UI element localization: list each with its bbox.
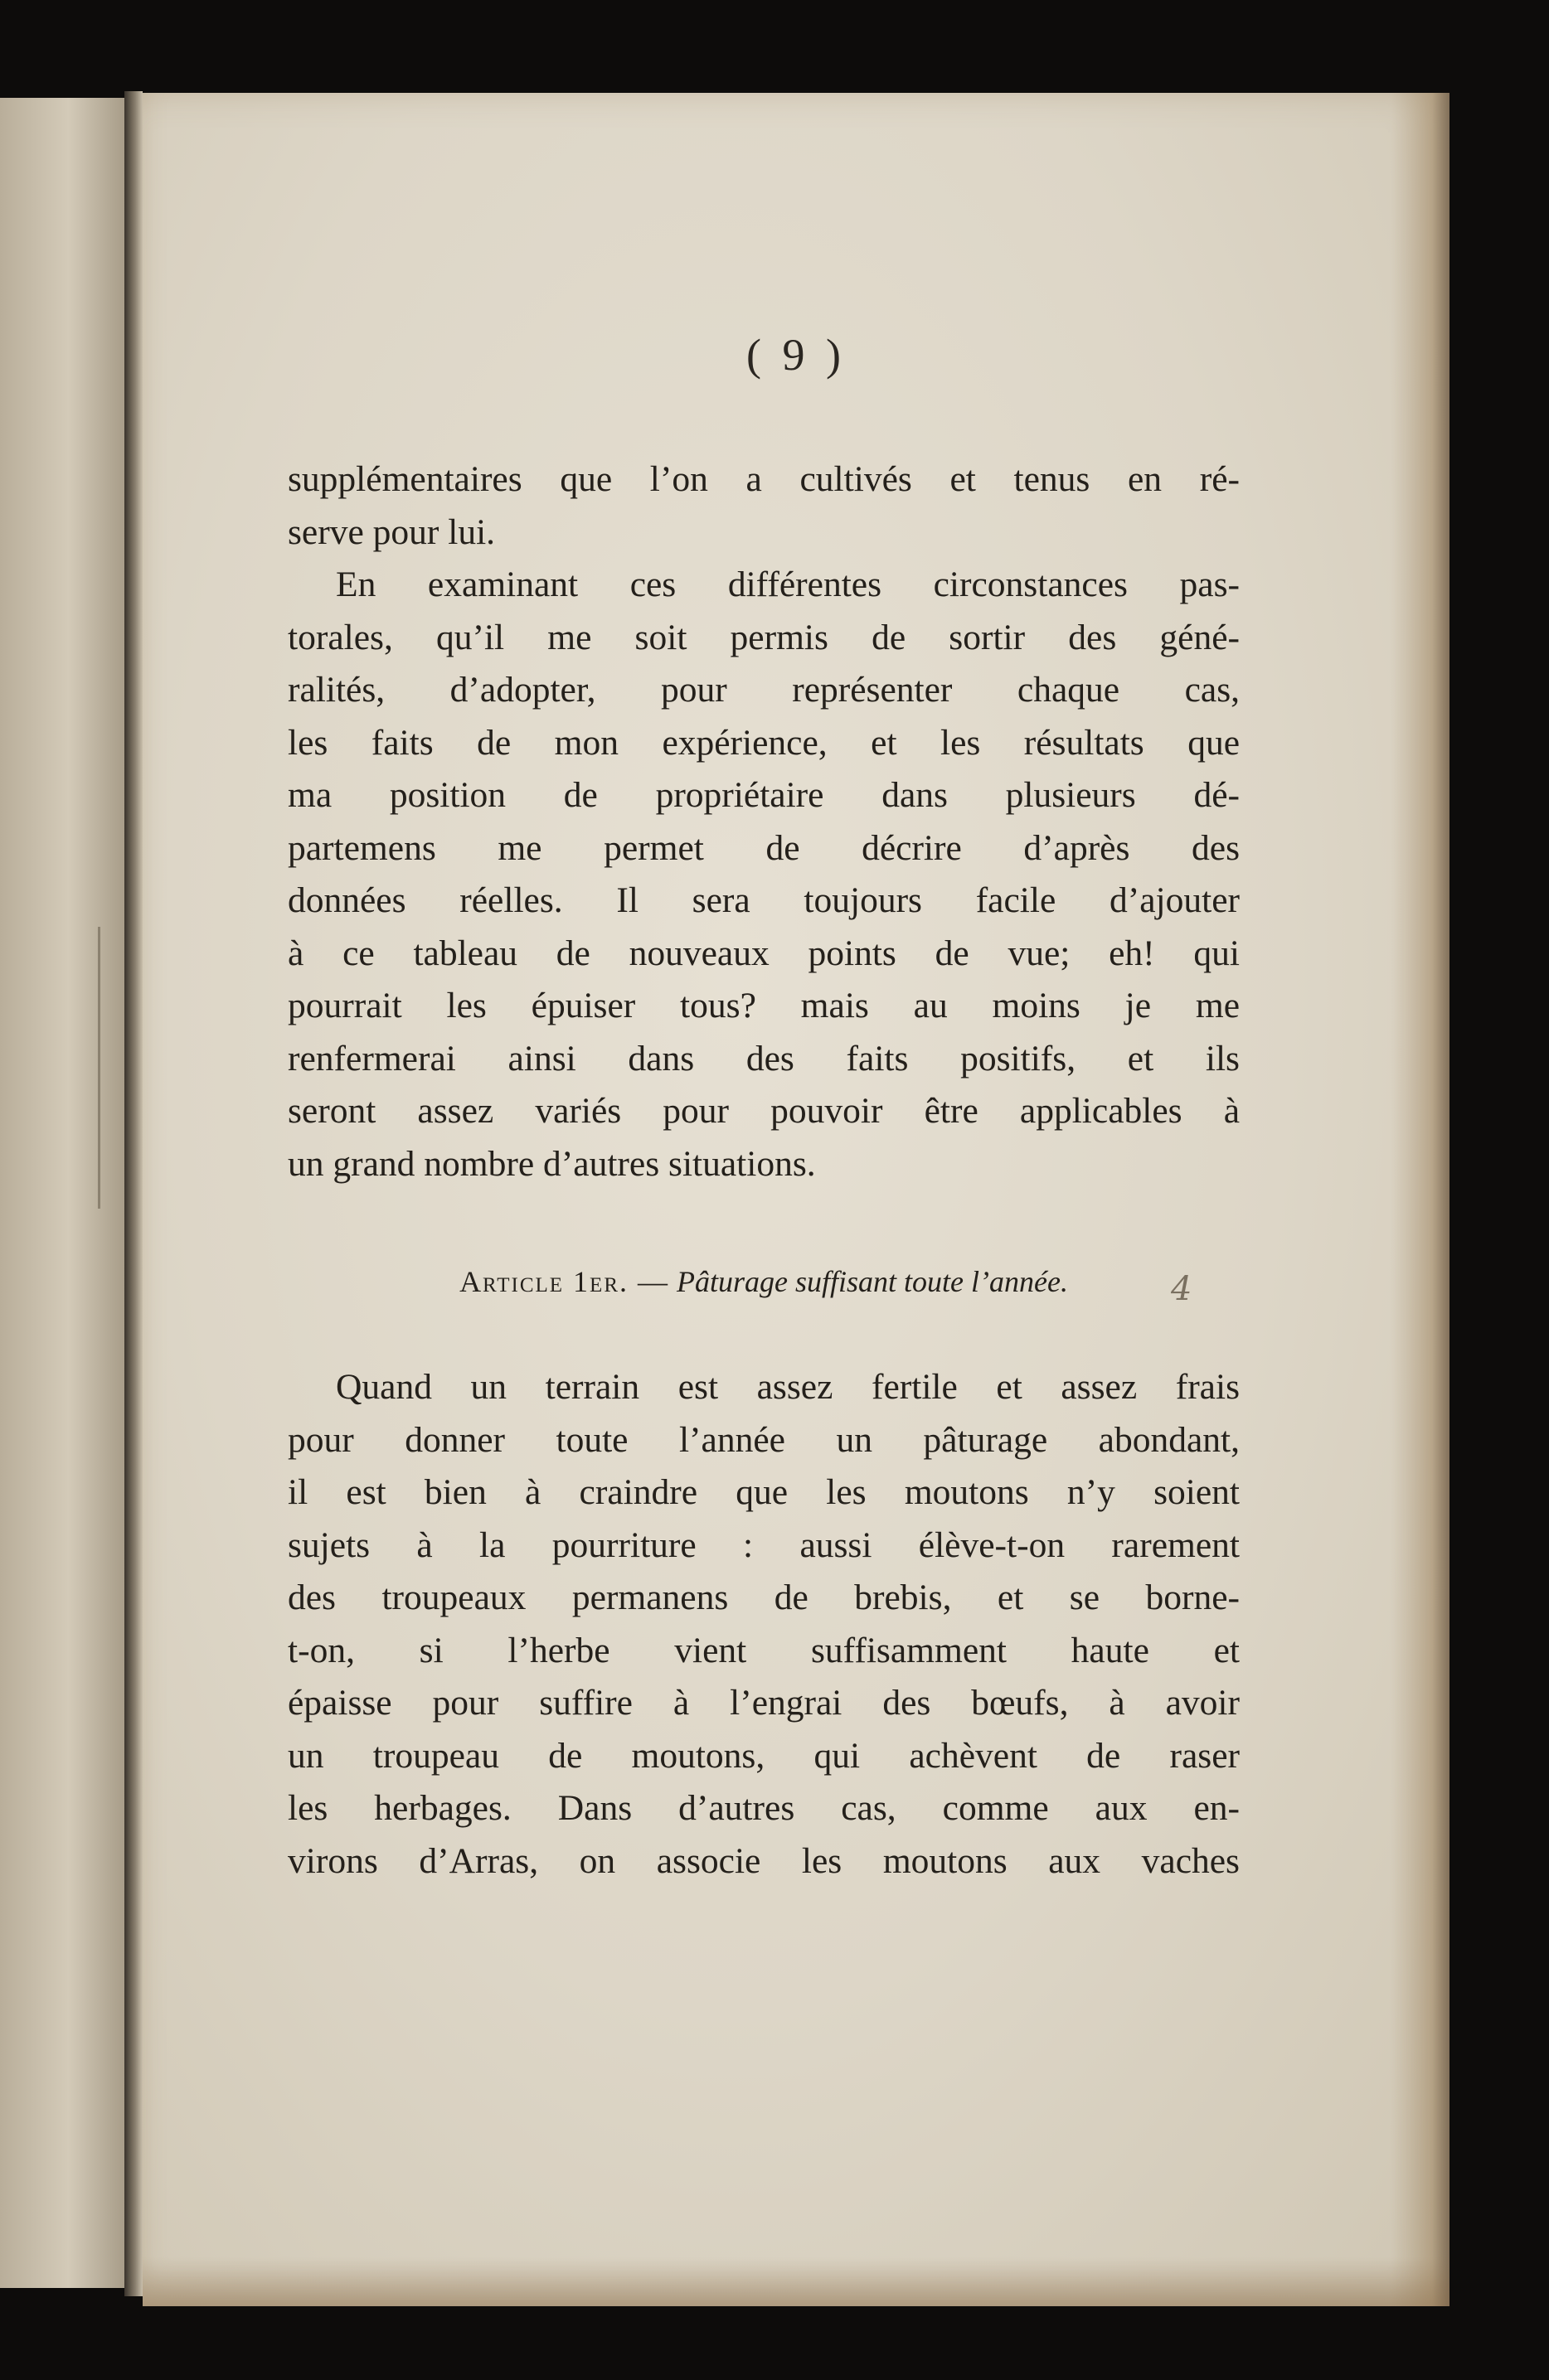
- page-number: ( 9 ): [746, 330, 846, 380]
- text-line: données réelles. Il sera toujours facile d’ajouter: [288, 880, 1240, 920]
- text-line: Quand un terrain est assez fertile et assez frais: [336, 1367, 1240, 1407]
- text-line: torales, qu’il me soit permis de sortir des géné-: [288, 617, 1240, 657]
- article-label: Article 1er. —: [459, 1265, 669, 1298]
- text-line: virons d’Arras, on associe les moutons aux vaches: [288, 1840, 1240, 1881]
- text-line: serve pour lui.: [288, 511, 496, 552]
- facing-page-mark: [98, 927, 100, 1209]
- text-line: En examinant ces différentes circonstances pas-: [336, 565, 1240, 604]
- text-line: ralités, d’adopter, pour représenter chaque cas,: [288, 670, 1240, 710]
- article-heading: [288, 1264, 1240, 1299]
- text-line: un grand nombre d’autres situations.: [288, 1143, 816, 1184]
- text-line: renfermerai ainsi dans des faits positifs, et ils: [288, 1038, 1240, 1079]
- text-line: les herbages. Dans d’autres cas, comme aux en-: [288, 1788, 1240, 1828]
- margin-annotation: 4: [1171, 1270, 1192, 1308]
- text-line: ma position de propriétaire dans plusieurs dé-: [288, 775, 1240, 815]
- text-line: épaisse pour suffire à l’engrai des bœufs, à avoir: [288, 1683, 1240, 1723]
- text-line: pourrait les épuiser tous? mais au moins je me: [288, 986, 1240, 1025]
- text-line: des troupeaux permanens de brebis, et se borne-: [288, 1578, 1240, 1617]
- book-gutter: [124, 91, 143, 2296]
- text-line: les faits de mon expérience, et les résultats que: [288, 722, 1240, 763]
- page-bottom-wear: [143, 2256, 1449, 2306]
- text-line: sujets à la pourriture : aussi élève-t-on rarement: [288, 1524, 1240, 1565]
- page-edge-shading: [1391, 93, 1449, 2306]
- text-line: seront assez variés pour pouvoir être applicables à: [288, 1091, 1240, 1131]
- text-line: partemens me permet de décrire d’après des: [288, 827, 1240, 868]
- article-title: Pâturage suffisant toute l’année.: [677, 1265, 1068, 1298]
- book-page: [143, 93, 1449, 2306]
- paragraph-1: [288, 453, 1240, 1190]
- paragraph-2: [288, 1361, 1240, 1888]
- text-line: t-on, si l’herbe vient suffisamment haute et: [288, 1630, 1240, 1670]
- text-line: à ce tableau de nouveaux points de vue; eh! qui: [288, 933, 1240, 973]
- text-line: supplémentaires que l’on a cultivés et tenus en ré-: [288, 459, 1240, 499]
- facing-page-edge: [0, 98, 126, 2288]
- text-line: pour donner toute l’année un pâturage abondant,: [288, 1419, 1240, 1460]
- text-line: un troupeau de moutons, qui achèvent de raser: [288, 1735, 1240, 1776]
- text-line: il est bien à craindre que les moutons n’y soient: [288, 1472, 1240, 1512]
